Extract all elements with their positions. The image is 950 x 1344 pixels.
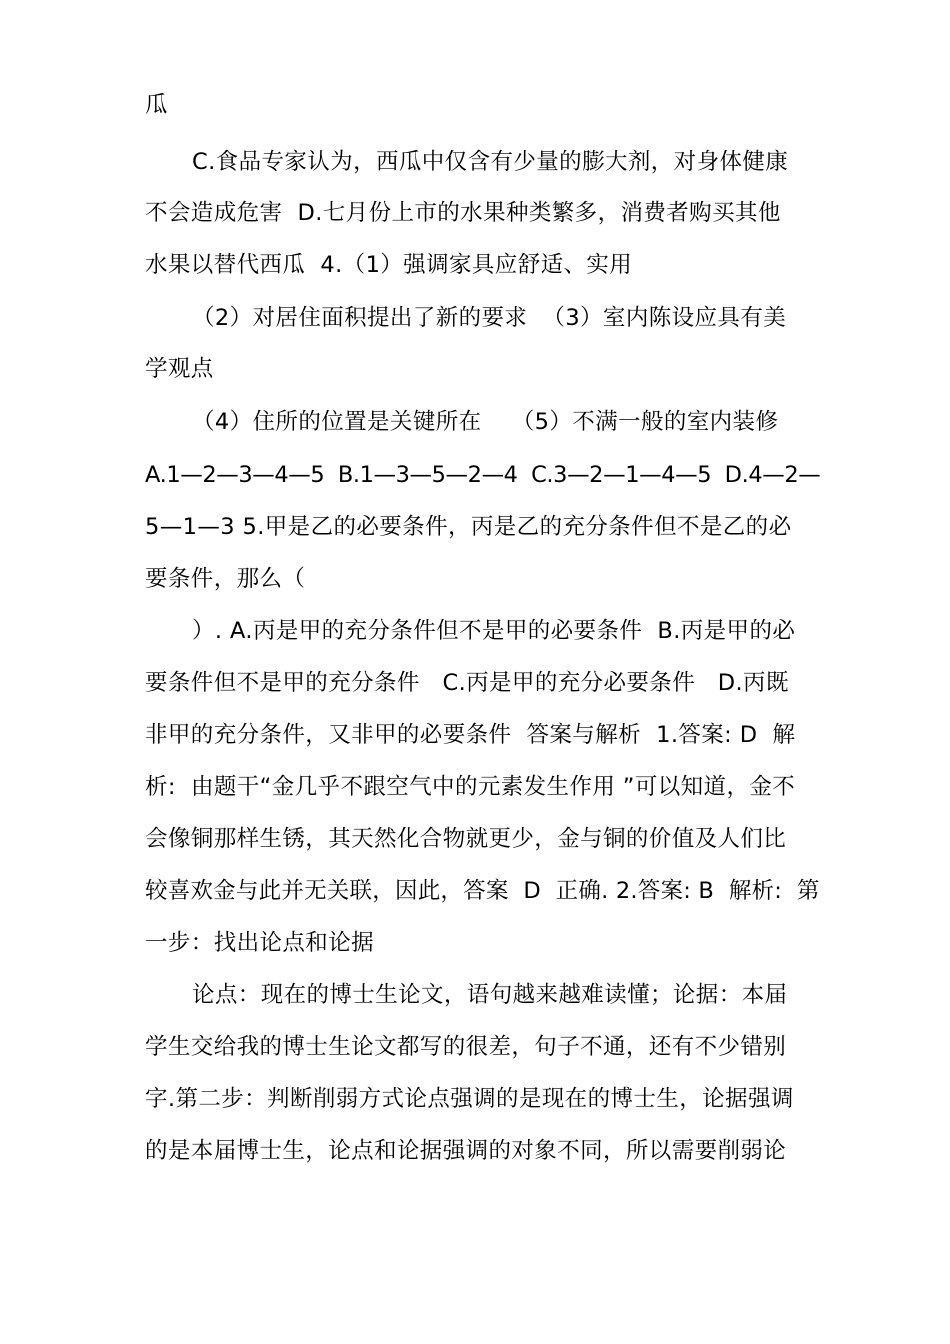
text-line: （2）对居住面积提出了新的要求 （3）室内陈设应具有美 xyxy=(192,305,787,331)
text-line: C.食品专家认为，西瓜中仅含有少量的膨大剂，对身体健康 xyxy=(192,149,789,175)
text-line: 学观点 xyxy=(145,356,214,382)
text-line: 析: 由题干“金几乎不跟空气中的元素发生作用 ”可以知道，金不 xyxy=(145,774,796,800)
text-line: 一步：找出论点和论据 xyxy=(145,930,375,956)
text-line: 不会造成危害 D.七月份上市的水果种类繁多，消费者购买其他 xyxy=(145,200,781,226)
text-line: 5—1—3 5.甲是乙的必要条件，丙是乙的充分条件但不是乙的必 xyxy=(145,514,792,540)
text-line: 瓜 xyxy=(145,92,168,118)
text-line: 字.第二步：判断削弱方式论点强调的是现在的博士生，论据强调 xyxy=(145,1086,794,1112)
text-line: （4）住所的位置是关键所在 （5）不满一般的室内装修 xyxy=(192,409,779,435)
text-line: 要条件但不是甲的充分条件 C.丙是甲的充分必要条件 D.丙既 xyxy=(145,670,789,696)
text-line: 水果以替代西瓜 4.（1）强调家具应舒适、实用 xyxy=(145,252,633,278)
text-line: 非甲的充分条件，又非甲的必要条件 答案与解析 1.答案: D 解 xyxy=(145,722,796,748)
text-line: 的是本届博士生，论点和论据强调的对象不同，所以需要削弱论 xyxy=(145,1138,787,1164)
text-line: 学生交给我的博士生论文都写的很差，句子不通，还有不少错别 xyxy=(145,1034,787,1060)
text-line: ）. A.丙是甲的充分条件但不是甲的必要条件 B.丙是甲的必 xyxy=(192,618,796,644)
text-line: 要条件，那么（ xyxy=(145,566,306,592)
text-line: 论点：现在的博士生论文，语句越来越难读懂；论据：本届 xyxy=(192,982,788,1008)
text-line: A.1—2—3—4—5 B.1—3—5—2—4 C.3—2—1—4—5 D.4—2— xyxy=(145,462,821,488)
text-line: 会像铜那样生锈，其天然化合物就更少，金与铜的价值及人们比 xyxy=(145,826,787,852)
text-line: 较喜欢金与此并无关联，因此，答案 D 正确. 2.答案: B 解析: 第 xyxy=(145,878,820,904)
